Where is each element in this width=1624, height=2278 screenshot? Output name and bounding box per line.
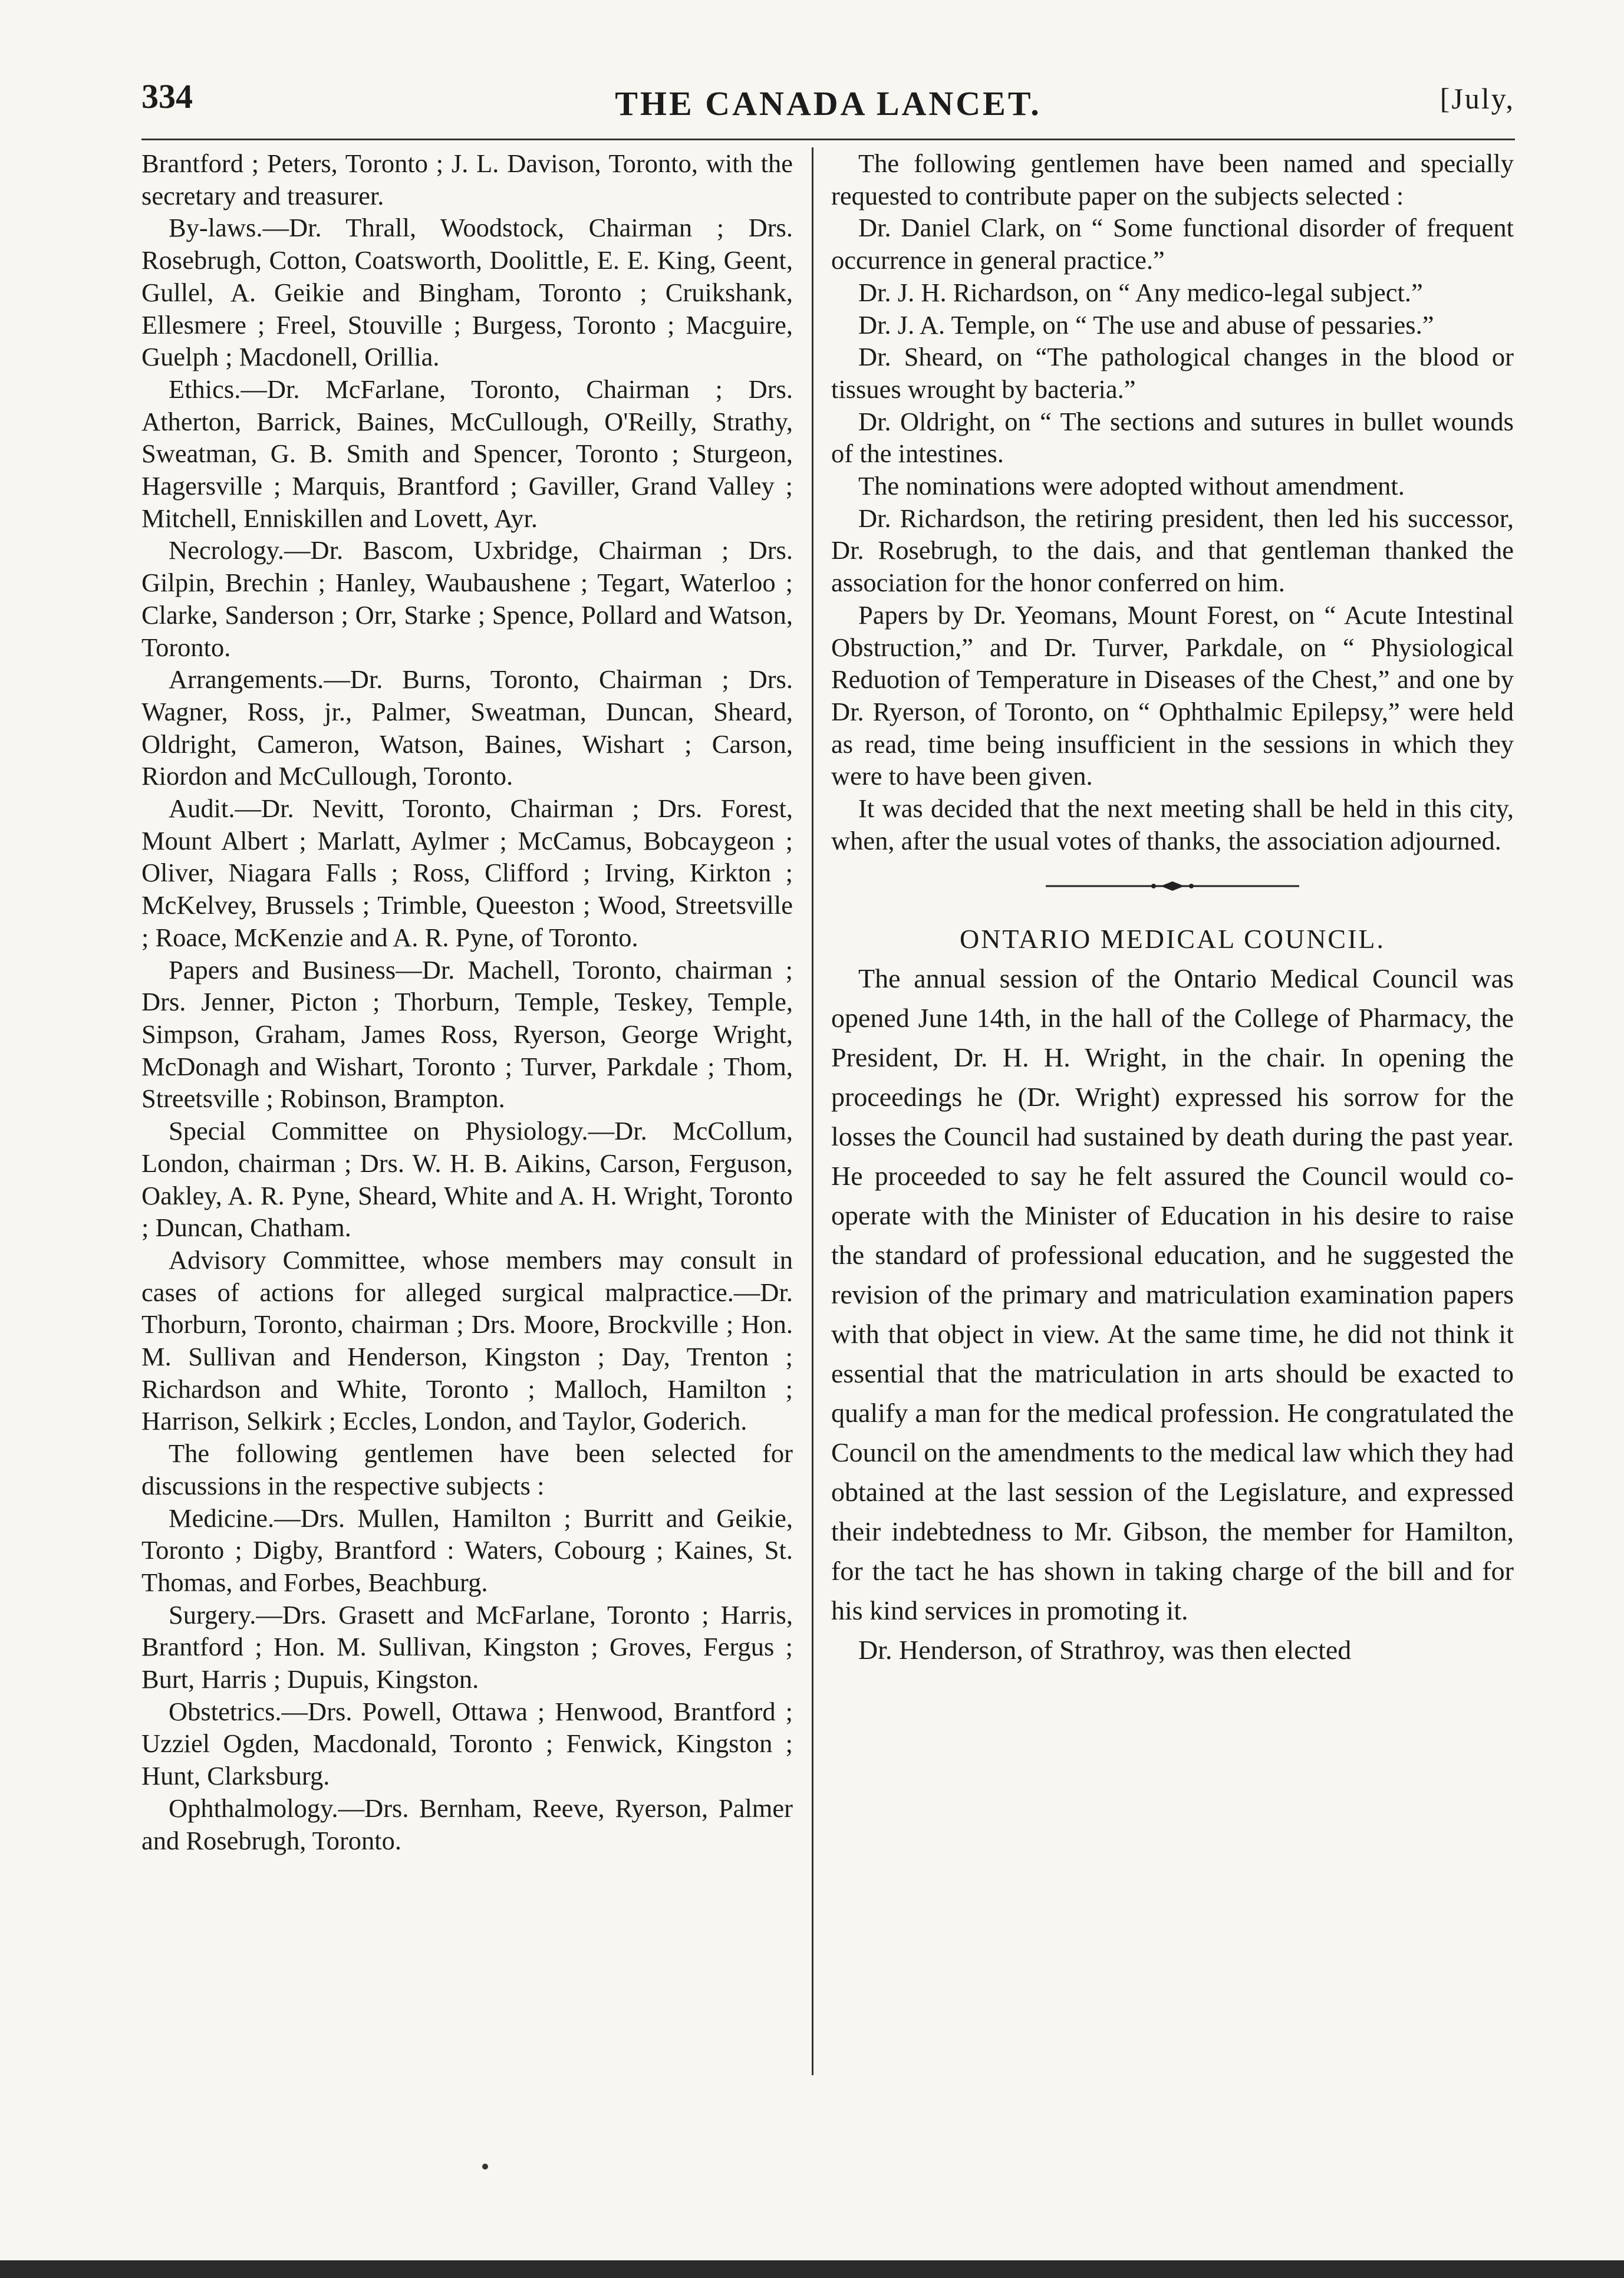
paragraph-physiology: Special Committee on Physiology.—Dr. McCollum, London, chairman ; Drs. W. H. B. Aikins, Carson, Ferguson, Oakley, A. R. Pyne, Sheard, White and A. H. Wright, Toronto ; Duncan, Chatham. (141, 1116, 793, 1243)
right-column (831, 147, 1514, 1670)
running-title: THE CANADA LANCET. (615, 84, 1042, 123)
paragraph-necrology: Necrology.—Dr. Bascom, Uxbridge, Chairman ; Drs. Gilpin, Brechin ; Hanley, Waubaushene ; Tegart, Waterloo ; Clarke, Sanderson ; Orr, Starke ; Spence, Pollard and Watson, Toronto. (141, 535, 793, 662)
paragraph-medicine: Medicine.—Drs. Mullen, Hamilton ; Burritt and Geikie, Toronto ; Digby, Brantford : Waters, Cobourg ; Kaines, St. Thomas, and Forbes, Beachburg. (141, 1503, 793, 1597)
council-section (831, 919, 1514, 1670)
scan-edge (0, 2260, 1624, 2278)
paragraph-richardson: Dr. J. H. Richardson, on “ Any medico-legal subject.” (858, 277, 1423, 307)
paragraph-bylaws: By-laws.—Dr. Thrall, Woodstock, Chairman ; Drs. Rosebrugh, Cotton, Coatsworth, Doolittle, E. E. King, Geent, Gullel, A. Geikie and Bingham, Toronto ; Cruikshank, Ellesmere ; Freel, Stouville ; Burgess, Toronto ; Macguire, Guelph ; Macdonell, Orillia. (141, 213, 793, 372)
paragraph-surgery: Surgery.—Drs. Grasett and McFarlane, Toronto ; Harris, Brantford ; Hon. M. Sullivan, Kingston ; Groves, Fergus ; Burt, Harris ; Dupuis, Kingston. (141, 1599, 793, 1694)
paragraph-nominations: The nominations were adopted without amendment. (858, 471, 1405, 501)
paragraph-audit: Audit.—Dr. Nevitt, Toronto, Chairman ; Drs. Forest, Mount Albert ; Marlatt, Aylmer ; McCamus, Bobcaygeon ; Oliver, Niagara Falls ; Ross, Clifford ; Irving, Kirkton ; McKelvey, Brussels ; Trimble, Queeston ; Wood, Streetsville ; Roace, McKenzie and A. R. Pyne, of Toronto. (141, 794, 793, 952)
page-header (141, 71, 1515, 136)
header-rule (141, 139, 1515, 140)
paragraph-ethics: Ethics.—Dr. McFarlane, Toronto, Chairman ; Drs. Atherton, Barrick, Baines, McCullough, O'Reilly, Strathy, Sweatman, G. B. Smith and Spencer, Toronto ; Sturgeon, Hagersville ; Marquis, Brantford ; Gaviller, Grand Valley ; Mitchell, Enniskillen and Lovett, Ayr. (141, 374, 793, 533)
paragraph-clark: Dr. Daniel Clark, on “ Some functional disorder of frequent occurrence in general practice.” (831, 213, 1514, 275)
paragraph-papers-business: Papers and Business—Dr. Machell, Toronto, chairman ; Drs. Jenner, Picton ; Thorburn, Temple, Teskey, Temple, Simpson, Graham, James Ross, Ryerson, George Wright, McDonagh and Wishart, Toronto ; Turver, Parkdale ; Thom, Streetsville ; Robinson, Brampton. (141, 954, 793, 1114)
section-divider-ornament (1046, 880, 1299, 892)
paragraph-papers-read: Papers by Dr. Yeomans, Mount Forest, on “ Acute Intestinal Obstruction,” and Dr. Turver, Parkdale, on “ Physiological Reduotion of Temperature in Diseases of the Chest,” and one by Dr. Ryerson, of Toronto, on “ Ophthalmic Epilepsy,” were held as read, time being insufficient in the sessions in which they were to have been given. (831, 600, 1514, 791)
paragraph-discussions-intro: The following gentlemen have been selected for discussions in the respective subjects : (141, 1438, 793, 1500)
column-divider (812, 147, 813, 2075)
paragraph-sheard: Dr. Sheard, on “The pathological changes in the blood or tissues wrought by bacteria.” (831, 342, 1514, 404)
paragraph-temple: Dr. J. A. Temple, on “ The use and abuse of pessaries.” (858, 310, 1434, 340)
page-number: 334 (141, 77, 193, 116)
paragraph-next-meeting: It was decided that the next meeting shall be held in this city, when, after the usual votes of thanks, the association adjourned. (831, 794, 1514, 855)
paragraph-named-gentlemen: The following gentlemen have been named and specially requested to contribute paper on the subjects selected : (831, 149, 1514, 210)
left-column (141, 147, 793, 1856)
paragraph-henderson: Dr. Henderson, of Strathroy, was then elected (858, 1635, 1352, 1665)
paragraph-ophthalmology: Ophthalmology.—Drs. Bernham, Reeve, Ryerson, Palmer and Rosebrugh, Toronto. (141, 1793, 793, 1855)
paragraph-oldright: Dr. Oldright, on “ The sections and sutures in bullet wounds of the intestines. (831, 406, 1514, 469)
issue-month: [July, (1439, 82, 1515, 115)
print-speck (482, 2164, 488, 2170)
paragraph-council-session: The annual session of the Ontario Medical Council was opened June 14th, in the hall of the College of Pharmacy, the President, Dr. H. H. Wright, in the chair. In opening the proceedings he (Dr. Wright) expressed his sorrow for the losses the Council had sustained by death during the past year. He proceeded to say he felt assured the Council would co-operate with the Minister of Education in his desire to raise the standard of professional education, and he suggested the revision of the primary and matriculation examination papers with that object in view. At the same time, he did not think it essential that the matriculation in arts should be exacted to qualify a man for the medical profession. He congratulated the Council on the amendments to the medical law which they had obtained at the last session of the Legislature, and expressed their indebtedness to Mr. Gibson, the member for Hamilton, for the tact he has shown in taking charge of the bill and for his kind services in promoting it. (831, 963, 1514, 1626)
paragraph-obstetrics: Obstetrics.—Drs. Powell, Ottawa ; Henwood, Brantford ; Uzziel Ogden, Macdonald, Toronto ; Fenwick, Kingston ; Hunt, Clarksburg. (141, 1696, 793, 1791)
paragraph-continuation: Brantford ; Peters, Toronto ; J. L. Davison, Toronto, with the secretary and treasurer. (141, 149, 793, 210)
paragraph-advisory: Advisory Committee, whose members may consult in cases of actions for alleged surgical malpractice.—Dr. Thorburn, Toronto, chairman ; Drs. Moore, Brockville ; Hon. M. Sullivan and Henderson, Kingston ; Day, Trenton ; Richardson and White, Toronto ; Malloch, Hamilton ; Harrison, Selkirk ; Eccles, London, and Taylor, Goderich. (141, 1245, 793, 1436)
paragraph-arrangements: Arrangements.—Dr. Burns, Toronto, Chairman ; Drs. Wagner, Ross, jr., Palmer, Sweatman, Duncan, Sheard, Oldright, Cameron, Watson, Baines, Wishart ; Carson, Riordon and McCullough, Toronto. (141, 664, 793, 791)
section-title: ONTARIO MEDICAL COUNCIL. (959, 924, 1386, 954)
paragraph-retiring-president: Dr. Richardson, the retiring president, then led his successor, Dr. Rosebrugh, to the dais, and that gentleman thanked the association for the honor conferred on him. (831, 503, 1514, 598)
